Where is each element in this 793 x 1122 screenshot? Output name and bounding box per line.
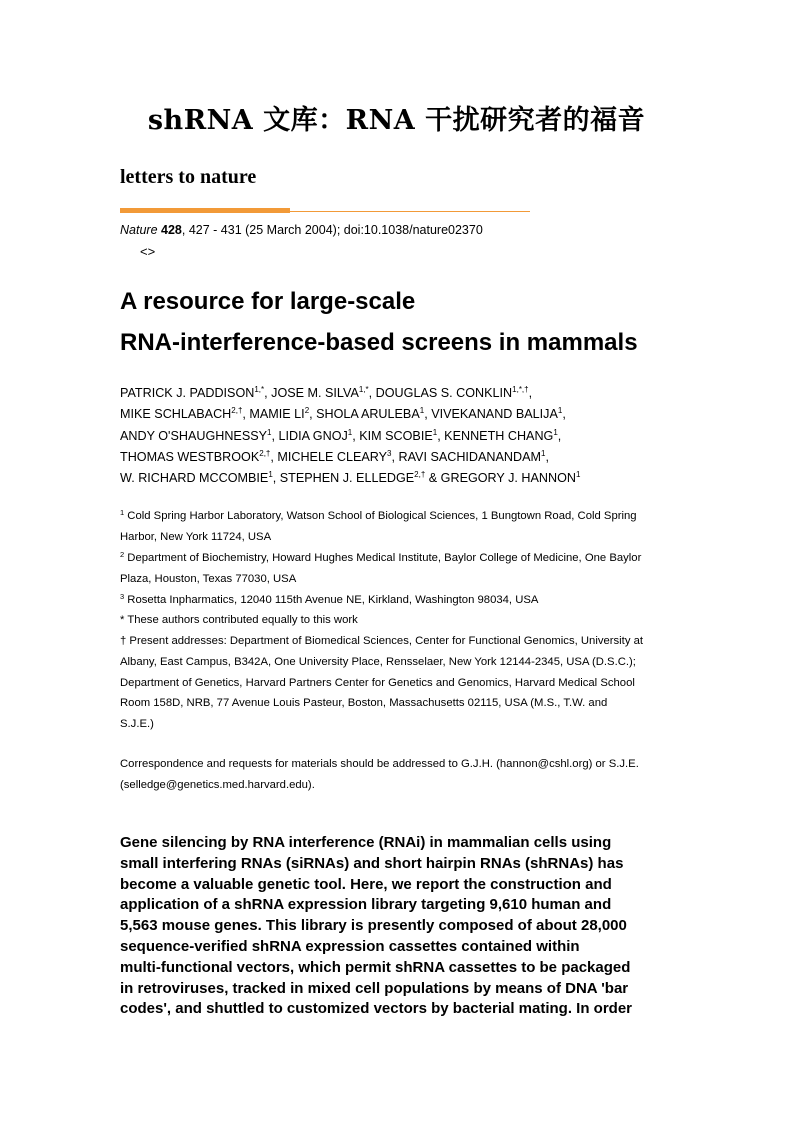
author-text: , DOUGLAS S. CONKLIN [368, 386, 513, 400]
affiliation-2: $^2$ Department of Biochemistry, Howard Hughes Medical Institute, Baylor College of Medicine, One Baylor Plaza, Houston, Texas 77030, USA [120, 550, 642, 585]
author-affiliation-mark: 1 [347, 427, 353, 437]
author-affiliation-mark: 1,* [358, 385, 369, 394]
abstract-line: become a valuable genetic tool. Here, we report the construction and [120, 875, 612, 893]
author-text: PATRICK J. PADDISON [120, 386, 255, 400]
article-headline-line1: A resource for large-scale [120, 288, 416, 315]
author-text: , SHOLA ARULEBA [309, 407, 420, 422]
author-affiliation-mark: 3 [387, 448, 392, 458]
author-text: , RAVI SACHIDANANDAM [391, 449, 541, 464]
citation-rest: , 427 - 431 (25 March 2004); doi:10.1038/nature02370 [181, 223, 483, 237]
author-text: ANDY O'SHAUGHNESSY [120, 428, 268, 443]
author-affiliation-mark: 1 [432, 427, 438, 437]
author-affiliation-mark: 1 [557, 406, 563, 416]
abstract [120, 833, 680, 1020]
abstract-line: sequence-verified shRNA expression cassettes contained within [120, 937, 580, 955]
author-affiliation-mark: 1 [267, 427, 272, 437]
author-text: , [528, 386, 533, 400]
affiliation-3: $^3$ Rosetta Inpharmatics, 12040 115th Avenue NE, Kirkland, Washington 98034, USA [120, 592, 539, 606]
divider-thick [120, 208, 290, 213]
author-text: , STEPHEN J. ELLEDGE [272, 471, 415, 486]
correspondence: Correspondence and requests for materials should be addressed to G.J.H. (hannon@cshl.org) or S.J.E. (selledge@genetics.med.harvard.edu). [120, 758, 639, 791]
author-text: , KENNETH CHANG [437, 428, 554, 443]
author-affiliation-mark: 2,† [231, 406, 243, 416]
article-headline-line2: RNA-interference-based screens in mammals [120, 329, 638, 356]
author-affiliation-mark: 1 [268, 470, 273, 480]
author-affiliation-mark: 1 [541, 448, 546, 458]
page-title: shRNA 文库：RNA 干扰研究者的福音 [147, 105, 646, 136]
author-text: MIKE SCHLABACH [120, 407, 232, 422]
abstract-line: 5,563 mouse genes. This library is presently composed of about 28,000 [120, 917, 627, 935]
present-addresses: † Present addresses: Department of Biomedical Sciences, Center for Functional Genomics, University at Albany, East Campus, B342A, One University Place, Rensselaer, New York 12144-2345, USA (D.S.C.); Department of Genetics, Harvard Partners Center for Genetics and Genomics, Harvard Medical School Room 158D, NRB, 77 Avenue Louis Pasteur, Boston, Massachusetts 02115, USA (M.S., T.W. and S.J.E.) [120, 635, 644, 731]
citation [120, 223, 483, 237]
section-label: letters to nature [120, 166, 257, 188]
author-list [120, 383, 700, 489]
author-text: & GREGORY J. HANNON [425, 471, 576, 486]
author-affiliation-mark: 1,* [254, 385, 265, 394]
equal-contribution-note: * These authors contributed equally to this work [120, 614, 358, 626]
abstract-line: multi-functional vectors, which permit shRNA cassettes to be packaged [120, 958, 631, 976]
author-text: , [562, 407, 566, 422]
author-text: , VIVEKANAND BALIJA [424, 407, 558, 422]
author-affiliation-mark: 1 [553, 427, 558, 437]
author-text: , [557, 428, 562, 443]
affiliation-1: $^1$ Cold Spring Harbor Laboratory, Watson School of Biological Sciences, 1 Bungtown Road, Cold Spring Harbor, New York 11724, USA [120, 508, 637, 543]
author-text: , MAMIE LI [242, 407, 305, 422]
abstract-line: codes', and shuttled to customized vectors by bacterial mating. In order [120, 1000, 633, 1018]
nav-links[interactable]: <> [140, 244, 156, 259]
journal-name: Nature [120, 223, 158, 237]
author-affiliation-mark: 1 [575, 470, 581, 480]
abstract-line: in retroviruses, tracked in mixed cell populations by means of DNA 'bar [120, 979, 629, 997]
abstract-line: application of a shRNA expression library targeting 9,610 human and [120, 896, 612, 914]
author-text: , [545, 449, 549, 464]
author-affiliation-mark: 2,† [259, 448, 271, 458]
author-affiliation-mark: 1 [419, 406, 425, 416]
author-text: THOMAS WESTBROOK [120, 449, 260, 464]
author-text: W. RICHARD MCCOMBIE [120, 471, 269, 486]
orange-divider [120, 208, 530, 213]
author-text: , LIDIA GNOJ [271, 428, 348, 443]
volume: 428 [161, 223, 182, 237]
divider-thin [290, 211, 530, 212]
author-text: , MICHELE CLEARY [270, 449, 388, 464]
author-affiliation-mark: 1,*,† [512, 385, 529, 394]
author-text: , KIM SCOBIE [352, 428, 433, 443]
abstract-line: small interfering RNAs (siRNAs) and short hairpin RNAs (shRNAs) has [120, 854, 624, 872]
author-affiliation-mark: 2,† [414, 470, 426, 480]
author-text: , JOSE M. SILVA [264, 386, 359, 400]
abstract-line: Gene silencing by RNA interference (RNAi) in mammalian cells using [120, 834, 612, 851]
author-affiliation-mark: 2 [304, 406, 310, 416]
